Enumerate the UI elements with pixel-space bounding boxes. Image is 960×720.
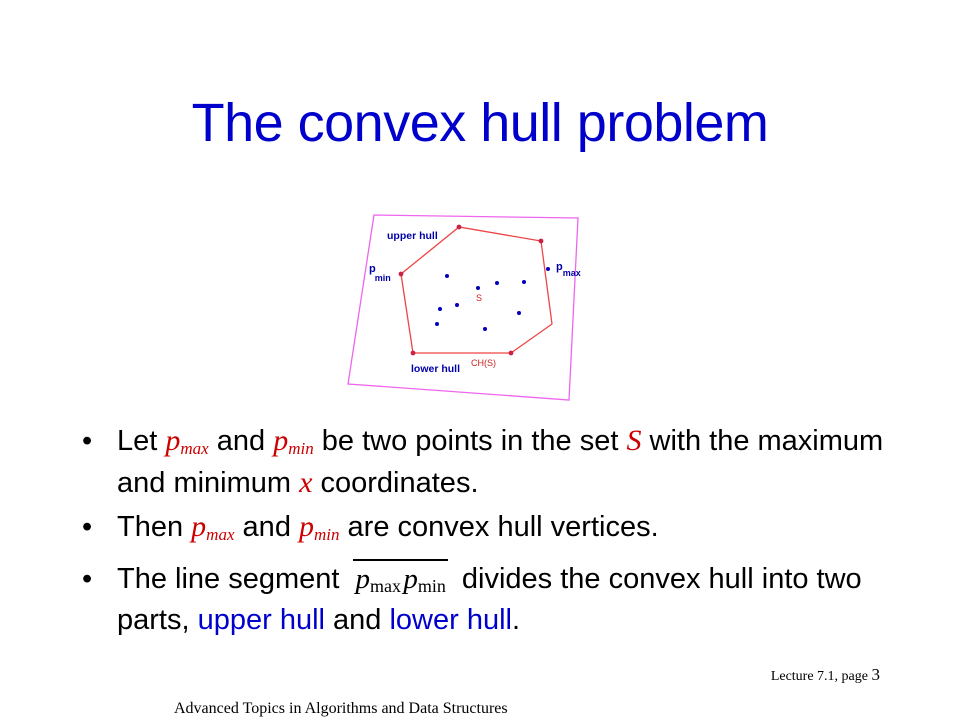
set-s-label: S	[476, 293, 483, 303]
text: are convex hull vertices.	[339, 511, 659, 543]
lecture-text: Lecture 7.1, page	[770, 669, 868, 684]
upper-hull-text: upper hull	[197, 604, 325, 636]
text: divides the convex hull into two parts,	[117, 563, 862, 636]
chs-label: CH(S)	[471, 358, 496, 368]
point	[483, 327, 487, 331]
interior-points	[435, 267, 550, 331]
pmin-symbol	[299, 510, 340, 543]
point	[546, 267, 550, 271]
p: p	[273, 424, 289, 457]
pmax-symbol	[191, 510, 234, 543]
point	[522, 280, 526, 284]
vertex-top	[457, 225, 462, 230]
bullet-dot: •	[82, 563, 93, 595]
point	[495, 281, 499, 285]
set-s-symbol: S	[626, 424, 642, 457]
pmax-symbol	[165, 424, 208, 457]
bullet-list	[80, 424, 900, 647]
text: and	[208, 425, 274, 457]
lower-hull-label: lower hull	[411, 363, 461, 375]
text: .	[511, 604, 521, 636]
lower-hull-text: lower hull	[389, 604, 512, 636]
sub: max	[206, 525, 235, 544]
point	[435, 322, 439, 326]
p: p	[299, 510, 314, 543]
upper-hull-label: upper hull	[387, 230, 438, 242]
bullet-item	[80, 562, 900, 637]
p: p	[165, 424, 181, 457]
pmax-sub: max	[562, 268, 581, 278]
point	[438, 307, 442, 311]
p: p	[403, 563, 418, 595]
vertex-lower-right	[509, 351, 514, 356]
pmin-sub: min	[374, 273, 391, 283]
pmax-p: p	[556, 261, 563, 273]
pmin-p: p	[369, 263, 376, 275]
course-title: Advanced Topics in Algorithms and Data Structures	[174, 700, 508, 717]
sub: max	[180, 439, 209, 458]
point	[476, 286, 480, 290]
text: coordinates.	[312, 467, 479, 499]
text: with the maximum and minimum	[117, 425, 884, 499]
text: The line segment	[117, 563, 340, 595]
pmin-label	[369, 263, 391, 283]
bullet-item	[80, 424, 900, 500]
vertex-pmin	[399, 272, 404, 277]
bullet-dot: •	[82, 511, 93, 543]
hull-vertices	[399, 225, 544, 356]
p: p	[355, 563, 370, 595]
text: Then	[117, 511, 192, 543]
outer-frame	[348, 215, 578, 400]
slide-title: The convex hull problem	[191, 93, 769, 153]
vertex-lower-left	[411, 351, 416, 356]
point	[517, 311, 521, 315]
text: and	[324, 604, 390, 636]
p: p	[191, 510, 207, 543]
point	[455, 303, 459, 307]
text: and	[234, 511, 299, 543]
bullet-dot: •	[82, 425, 93, 457]
x-symbol: x	[299, 466, 313, 499]
overline	[353, 559, 447, 561]
pmin-symbol	[273, 424, 314, 457]
page-number: 3	[871, 665, 880, 684]
text: Let	[117, 425, 166, 457]
sub: min	[288, 439, 314, 458]
text: be two points in the set	[313, 425, 627, 457]
lecture-page-label	[771, 665, 880, 685]
vertex-upper-right	[539, 239, 544, 244]
bullet-item	[80, 510, 900, 552]
point	[445, 274, 449, 278]
segment-symbol	[349, 562, 451, 603]
sub: min	[417, 576, 446, 596]
convex-hull-polygon	[401, 227, 552, 353]
sub: min	[314, 525, 340, 544]
sub: max	[369, 576, 401, 596]
pmax-label	[556, 261, 581, 278]
